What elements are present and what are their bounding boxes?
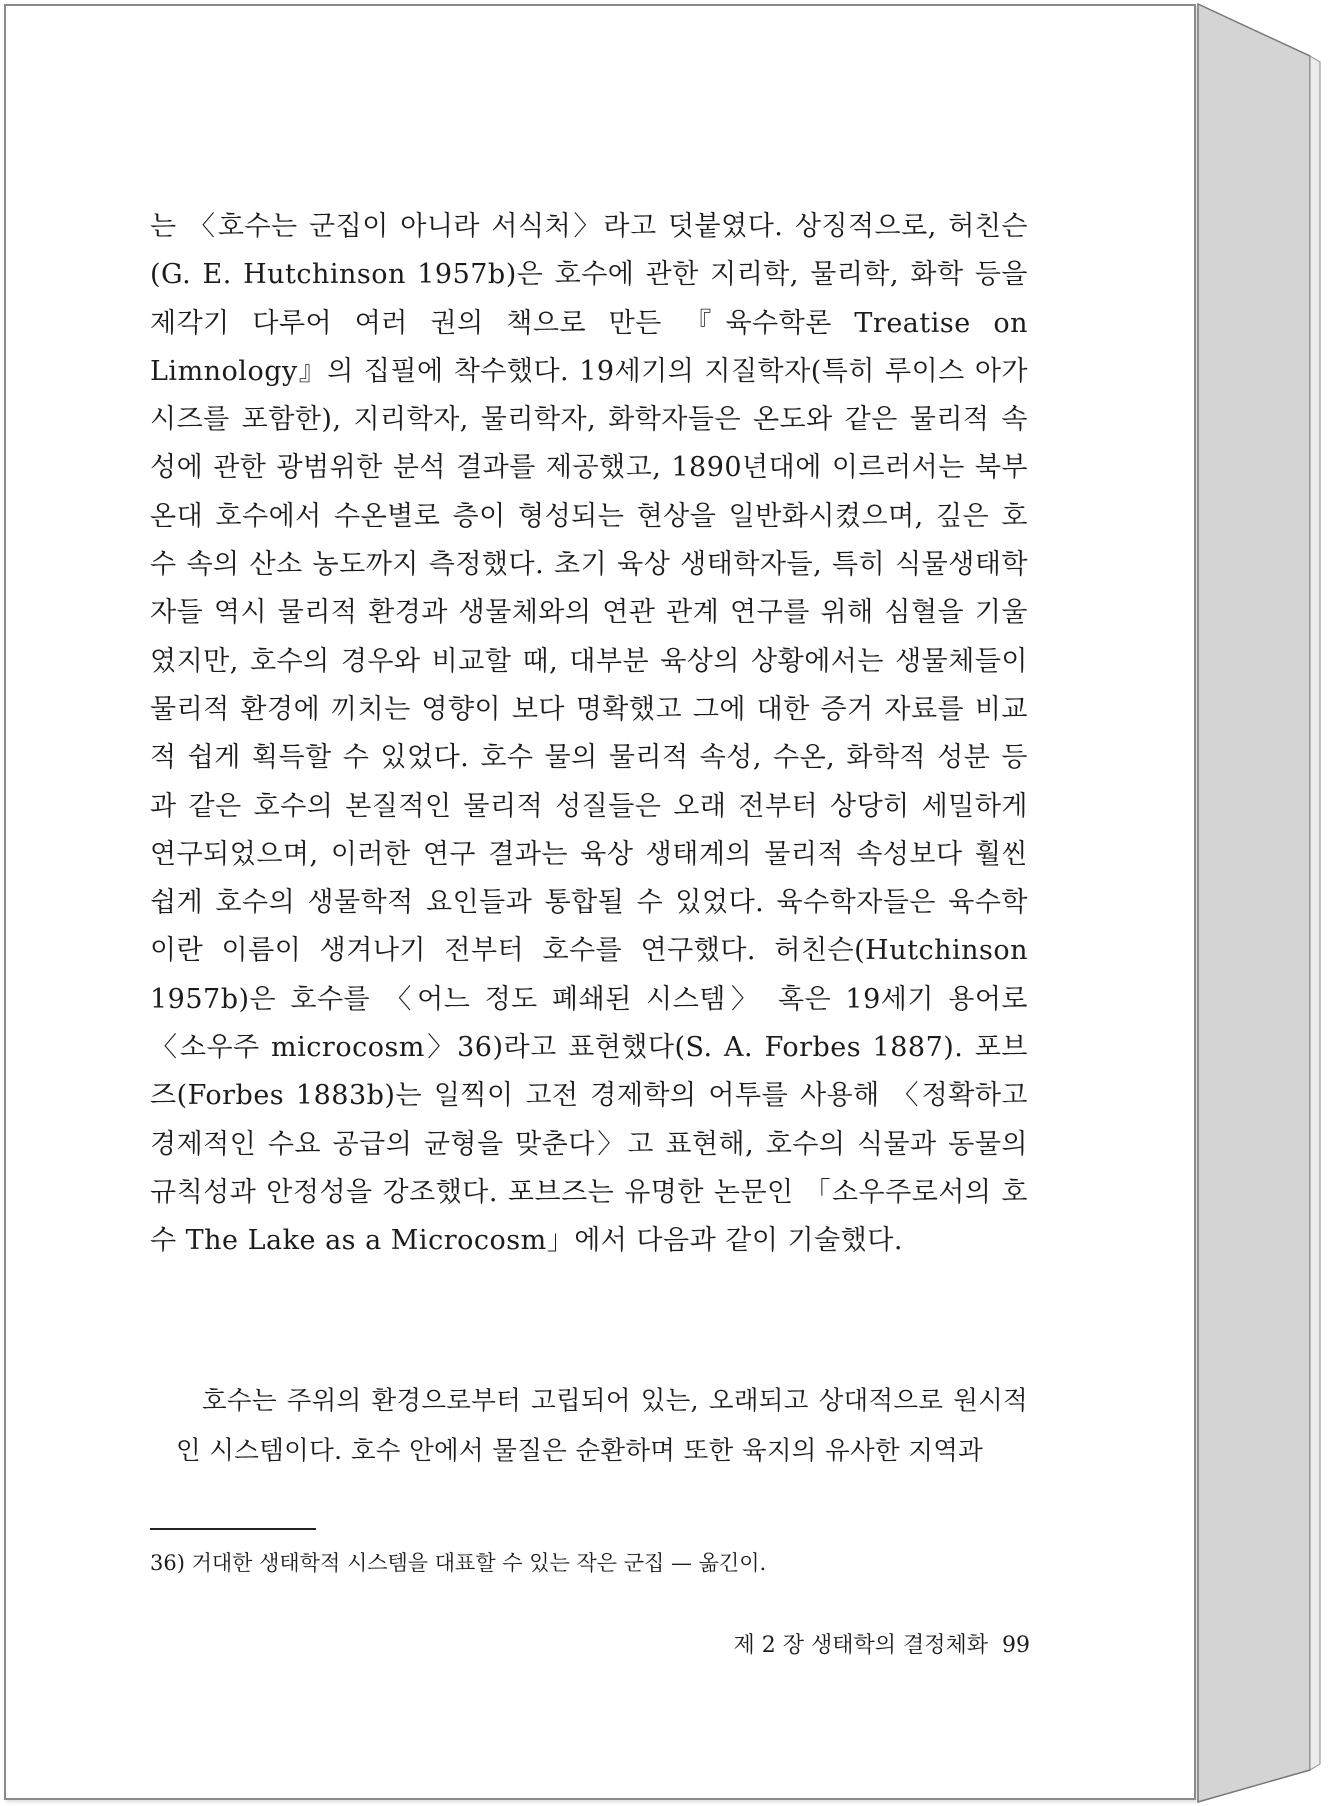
footnote: 36) 거대한 생태학적 시스템을 대표할 수 있는 작은 군집 — 옮긴이. [150,1551,767,1575]
book-edge-strip [1310,56,1320,1770]
page-number: 99 [1002,1633,1030,1658]
chapter-title: 제 2 장 생태학의 결정체화 [733,1633,988,1658]
book-edge-shade [1198,4,1310,1802]
footnote-divider [150,1528,316,1530]
page-footer [700,1628,1030,1659]
block-quote: 호수는 주위의 환경으로부터 고립되어 있는, 오래되고 상대적으로 원시적인 시스템이다. 호수 안에서 물질은 순환하며 또한 육지의 유사한 지역과 [176,1386,1028,1466]
body-paragraph: 는 〈호수는 군집이 아니라 서식처〉라고 덧붙였다. 상징적으로, 허친슨(G. E. Hutchinson 1957b)은 호수에 관한 지리학, 물리학, 화학 등을 제각기 다루어 여러 권의 책으로 만든 『육수학론 Treatise on Limnology』의 집필에 착수했다. 19세기의 지질학자(특히 루이스 아가시즈를 포함한), 지리학자, 물리학자, 화학자들은 온도와 같은 물리적 속성에 관한 광범위한 분석 결과를 제공했고, 1890년대에 이르러서는 북부 온대 호수에서 수온별로 층이 형성되는 현상을 일반화시켰으며, 깊은 호수 속의 산소 농도까지 측정했다. 초기 육상 생태학자들, 특히 식물생태학자들 역시 물리적 환경과 생물체와의 연관 관계 연구를 위해 심혈을 기울였지만, 호수의 경우와 비교할 때, 대부분 육상의 상황에서는 생물체들이 물리적 환경에 끼치는 영향이 보다 명확했고 그에 대한 증거 자료를 비교적 쉽게 획득할 수 있었다. 호수 물의 물리적 속성, 수온, 화학적 성분 등과 같은 호수의 본질적인 물리적 성질들은 오래 전부터 상당히 세밀하게 연구되었으며, 이러한 연구 결과는 육상 생태계의 물리적 속성보다 훨씬 쉽게 호수의 생물학적 요인들과 통합될 수 있었다. 육수학자들은 육수학이란 이름이 생겨나기 전부터 호수를 연구했다. 허친슨(Hutchinson 1957b)은 호수를 〈어느 정도 폐쇄된 시스템〉 혹은 19세기 용어로 〈소우주 microcosm〉36)라고 표현했다(S. A. Forbes 1887). 포브즈(Forbes 1883b)는 일찍이 고전 경제학의 어투를 사용해 〈정확하고 경제적인 수요 공급의 균형을 맞춘다〉고 표현해, 호수의 식물과 동물의 규칙성과 안정성을 강조했다. 포브즈는 유명한 논문인 「소우주로서의 호수 The Lake as a Microcosm」에서 다음과 같이 기술했다. [150,211,1028,1257]
